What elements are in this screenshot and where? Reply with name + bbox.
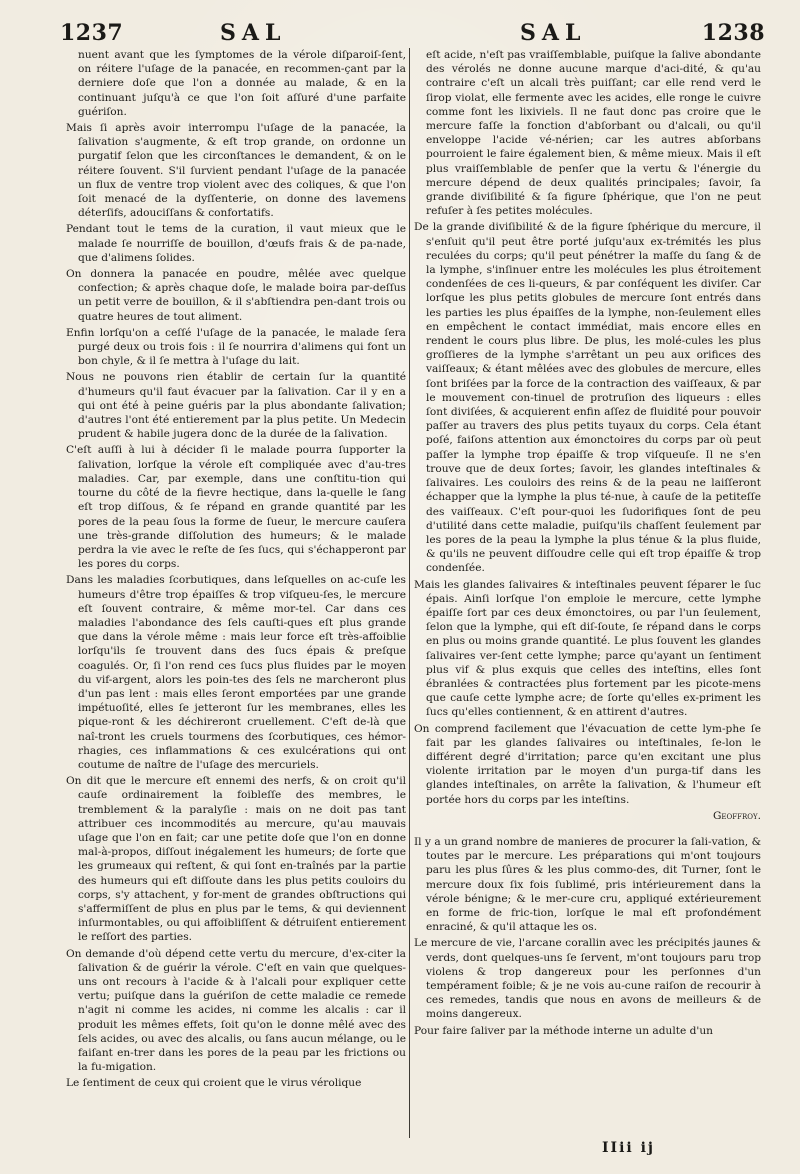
paragraph: eſt acide, n'eſt pas vraiſſemblable, puiſque la ſalive abondante des vérolés ne donne aucune marque d'aci-dité, & qu'au contraire c'eſt un alcali très puiſſant; car elle rend verd le ſirop violat, elle fermente avec les acides, elle ronge le cuivre comme font les lixiviels. Il ne faut donc pas croire que le mercure faſſe la fonction d'abſorbant ou d'alcali, ou qu'il enveloppe l'acide vé-nérien; car les autres abſorbans pourroient le faire également bien, & même mieux. Mais il eſt plus vraiſſemblable de penſer que la vertu & l'énergie du mercure dépend de deux qualités principales; ſavoir, ſa grande diviſibilité & ſa figure ſphérique, que l'on ne peut refuſer à ſes petites molécules. (426, 49, 761, 218)
paragraph: Enfin lorſqu'on a ceſſé l'uſage de la panacée, le malade ſera purgé deux ou trois fois : il ſe nourrira d'alimens qui font un bon chyle, & il ſe mettra à l'uſage du lait. (66, 326, 406, 368)
paragraph: C'eſt auſſi à lui à décider ſi le malade pourra ſupporter la ſalivation, lorſque la vérole eſt compliquée avec d'au-tres maladies. Car, par exemple, dans une conſtitu-tion qui tourne du côté de la fievre hectique, dans la-quelle le ſang eſt trop diſſous, & ſe répand en grande quantité par les pores de la peau ſous la forme de ſueur, le mercure cauſera une très-grande diſſolution des humeurs; & le malade perdra la vie avec le reſte de ſes ſucs, qui s'échapperont par les pores du corps. (66, 444, 406, 571)
running-head (60, 20, 765, 50)
paragraph: Il y a un grand nombre de manieres de procurer la ſali-vation, & toutes par le mercure. Les préparations qui m'ont toujours paru les plus ſûres & les plus commo-des, dit Turner, ſont le mercure doux ſix fois ſublimé, pris intérieurement dans la vérole bénigne; & le mer-cure cru, appliqué extérieurement en forme de fric-tion, lorſque le mal eſt profondément enraciné, & qu'il attaque les os. (414, 835, 761, 934)
left-page-number: 1237 (60, 20, 124, 46)
paragraph: On dit que le mercure eſt ennemi des nerfs, & on croit qu'il cauſe ordinairement la foibleſſe des membres, le tremblement & la paralyſie : mais on ne doit pas tant attribuer ces incommodités au mercure, qu'au mauvais uſage que l'on en fait; car une petite doſe que l'on en donne mal-à-propos, diſſout inégalement les humeurs; de ſorte que les grumeaux qui reſtent, & qui ſont en-traînés par la partie des humeurs qui eſt diſſoute dans les plus petits couloirs du corps, s'y attachent, y for-ment de grandes obſtructions qui s'affermiſſent de plus en plus par le tems, & qui deviennent inſurmontables, ou qui affoibliſſent & détruiſent entierement le reſſort des parties. (66, 775, 406, 944)
paragraph: nuent avant que les ſymptomes de la vérole diſparoiſ-ſent, on réitere l'uſage de la panacée, en recommen-çant par la derniere doſe que l'on a donnée au malade, & en la continuant juſqu'à ce que l'on ſoit aſſuré d'une parfaite guériſon. (78, 49, 406, 118)
paragraph: Pendant tout le tems de la curation, il vaut mieux que le malade ſe nourriſſe de bouillon, d'œufs frais & de pa-nade, que d'alimens ſolides. (66, 223, 406, 264)
paragraph: On donnera la panacée en poudre, mêlée avec quelque confection; & après chaque doſe, le malade boira par-deſſus un petit verre de bouillon, & il s'abſtiendra pen-dant trois ou quatre heures de tout aliment. (66, 268, 406, 323)
paragraph: On comprend facilement que l'évacuation de cette lym-phe ſe fait par les glandes ſalivaires ou inteſtinales, ſe-lon le différent degré d'irritation; parce qu'en excitant une plus violente irritation par le moyen d'un purga-tif dans les glandes inteſtinales, on arrête la ſalivation, & l'humeur eſt portée hors du corps par les inteſtins. (414, 722, 761, 806)
paragraph: Dans les maladies ſcorbutiques, dans leſquelles on ac-cuſe les humeurs d'être trop épaiſſes & trop viſqueu-ſes, le mercure eſt ſouvent contraire, & même mor-tel. Car dans ces maladies l'abondance des ſels cauſti-ques eſt plus grande que dans la vérole même : mais leur force eſt très-affoiblie lorſqu'ils ſe trouvent dans des ſucs épais & preſque coagulés. Or, ſi l'on rend ces ſucs plus fluides par le moyen du vif-argent, alors les poin-tes des ſels ne marcheront plus d'un pas lent : mais elles ſeront emportées par une grande impétuoſité, elles ſe jetteront ſur les membranes, elles les pique-ront & les déchireront cruellement. C'eſt de-là que naî-tront les cruels tourmens des ſcorbutiques, ces hémor-rhagies, ces inflammations & ces exulcérations qui ont coutume de naître de l'uſage des mercuriels. (66, 574, 406, 771)
column-divider (409, 48, 410, 1138)
paragraph: On demande d'où dépend cette vertu du mercure, d'ex-citer la ſalivation & de guérir la vérole. C'eſt en vain que quelques-uns ont recours à l'acide & à l'alcali pour expliquer cette vertu; puiſque dans la guériſon de cette maladie ce remede n'agit ni comme les acides, ni comme les alcalis : car il produit les mêmes effets, ſoit qu'on le donne mêlé avec des ſels acides, ou avec des alcalis, ou ſans aucun mélange, ou le faiſant en-trer dans les pores de la peau par les frictions ou la fu-migation. (66, 947, 406, 1074)
paragraph: Le mercure de vie, l'arcane corallin avec les précipités jaunes & verds, dont quelques-uns ſe ſervent, m'ont toujours paru trop violens & trop dangereux pour les perſonnes d'un tempérament foible; & je ne vois au-cune raiſon de recourir à ces remedes, tandis que nous en avons de meilleurs & de moins dangereux. (414, 937, 761, 1021)
paragraph: Nous ne pouvons rien établir de certain ſur la quantité d'humeurs qu'il faut évacuer par la ſalivation. Car il y en a qui ont été à peine guéris par la plus abondante ſalivation; d'autres l'ont été entierement par la plus petite. Un Medecin prudent & habile jugera donc de la durée de la ſalivation. (66, 371, 406, 441)
signature-mark: IIii ij (602, 1140, 655, 1156)
paragraph: Mais ſi après avoir interrompu l'uſage de la panacée, la ſalivation s'augmente, & eſt trop grande, on ordonne un purgatif ſelon que les circonſtances le demandent, & on le réitere ſouvent. S'il ſurvient pendant l'uſage de la panacée un flux de ventre trop violent avec des coliques, & que l'on ſoit menacé de la dyſſenterie, on donne des lavemens déterſifs, adouciſſans & confortatifs. (66, 122, 406, 220)
author-attribution: Geoffroy. (712, 809, 761, 822)
right-running-title: SAL (520, 20, 587, 46)
left-column (66, 48, 406, 1138)
paragraph: Le ſentiment de ceux qui croient que le virus vérolique (66, 1077, 362, 1090)
left-running-title: SAL (220, 20, 287, 46)
paragraph: Mais les glandes ſalivaires & inteſtinales peuvent ſéparer le ſuc épais. Ainſi lorſque l'on emploie le mercure, cette lymphe épaiſſe ſort par ces deux émonctoires, ou par l'un ſeulement, ſelon que la lymphe, qui eſt diſ-ſoute, ſe répand dans le corps en plus ou moins grande quantité. Le plus ſouvent les glandes ſalivaires ver-ſent cette lymphe; parce qu'ayant un ſentiment plus vif & plus exquis que celles des inteſtins, elles ſont ébranlées & contractées plus fortement par les picote-mens que cauſe cette lymphe acre; de ſorte qu'elles ex-priment les ſucs qu'elles contiennent, & en attirent d'autres. (414, 578, 761, 719)
paragraph: Pour faire ſaliver par la méthode interne un adulte d'un (414, 1024, 713, 1037)
right-column (414, 48, 761, 1138)
right-page-number: 1238 (701, 20, 765, 46)
paragraph: De la grande diviſibilité & de la figure ſphérique du mercure, il s'enſuit qu'il peut être porté juſqu'aux ex-trémités les plus reculées du corps; qu'il peut pénétrer la maſſe du ſang & de la lymphe, s'inſinuer entre les molécules les plus étroitement condenſées de ces li-queurs, & par conſéquent les diviſer. Car lorſque les plus petits globules de mercure ſont entrés dans les parties les plus épaiſſes de la lymphe, non-ſeulement elles en empêchent le contact immédiat, mais encore elles en rendent le cours plus libre. De plus, les molé-cules les plus groſſieres de la lymphe s'arrêtant un peu aux orifices des vaiſſeaux; & étant mêlées avec des globules de mercure, elles ſont briſées par la force de la contraction des vaiſſeaux, & par le mouvement con-tinuel de protruſion des liqueurs : elles ſont diviſées, & acquierent enfin aſſez de fluidité pour pouvoir paſſer au travers des plus petits tuyaux du corps. Cela étant poſé, faiſons attention aux émonctoires du corps par où peut paſſer la lymphe trop épaiſſe & trop viſqueuſe. Il ne s'en trouve que de deux ſortes; ſavoir, les glandes inteſtinales & ſalivaires. Les couloirs des reins & de la peau ne laiſſeront échapper que la lymphe la plus té-nue, à cauſe de la petiteſſe des vaiſſeaux. C'eſt pour-quoi les ſudorifiques ſont de peu d'utilité dans cette maladie, puiſqu'ils chaſſent ſeulement par les pores de la peau la lymphe la plus ténue & la plus fluide, & qu'ils ne peuvent diſſoudre celle qui eſt trop épaiſſe & trop condenſée. (414, 221, 761, 575)
